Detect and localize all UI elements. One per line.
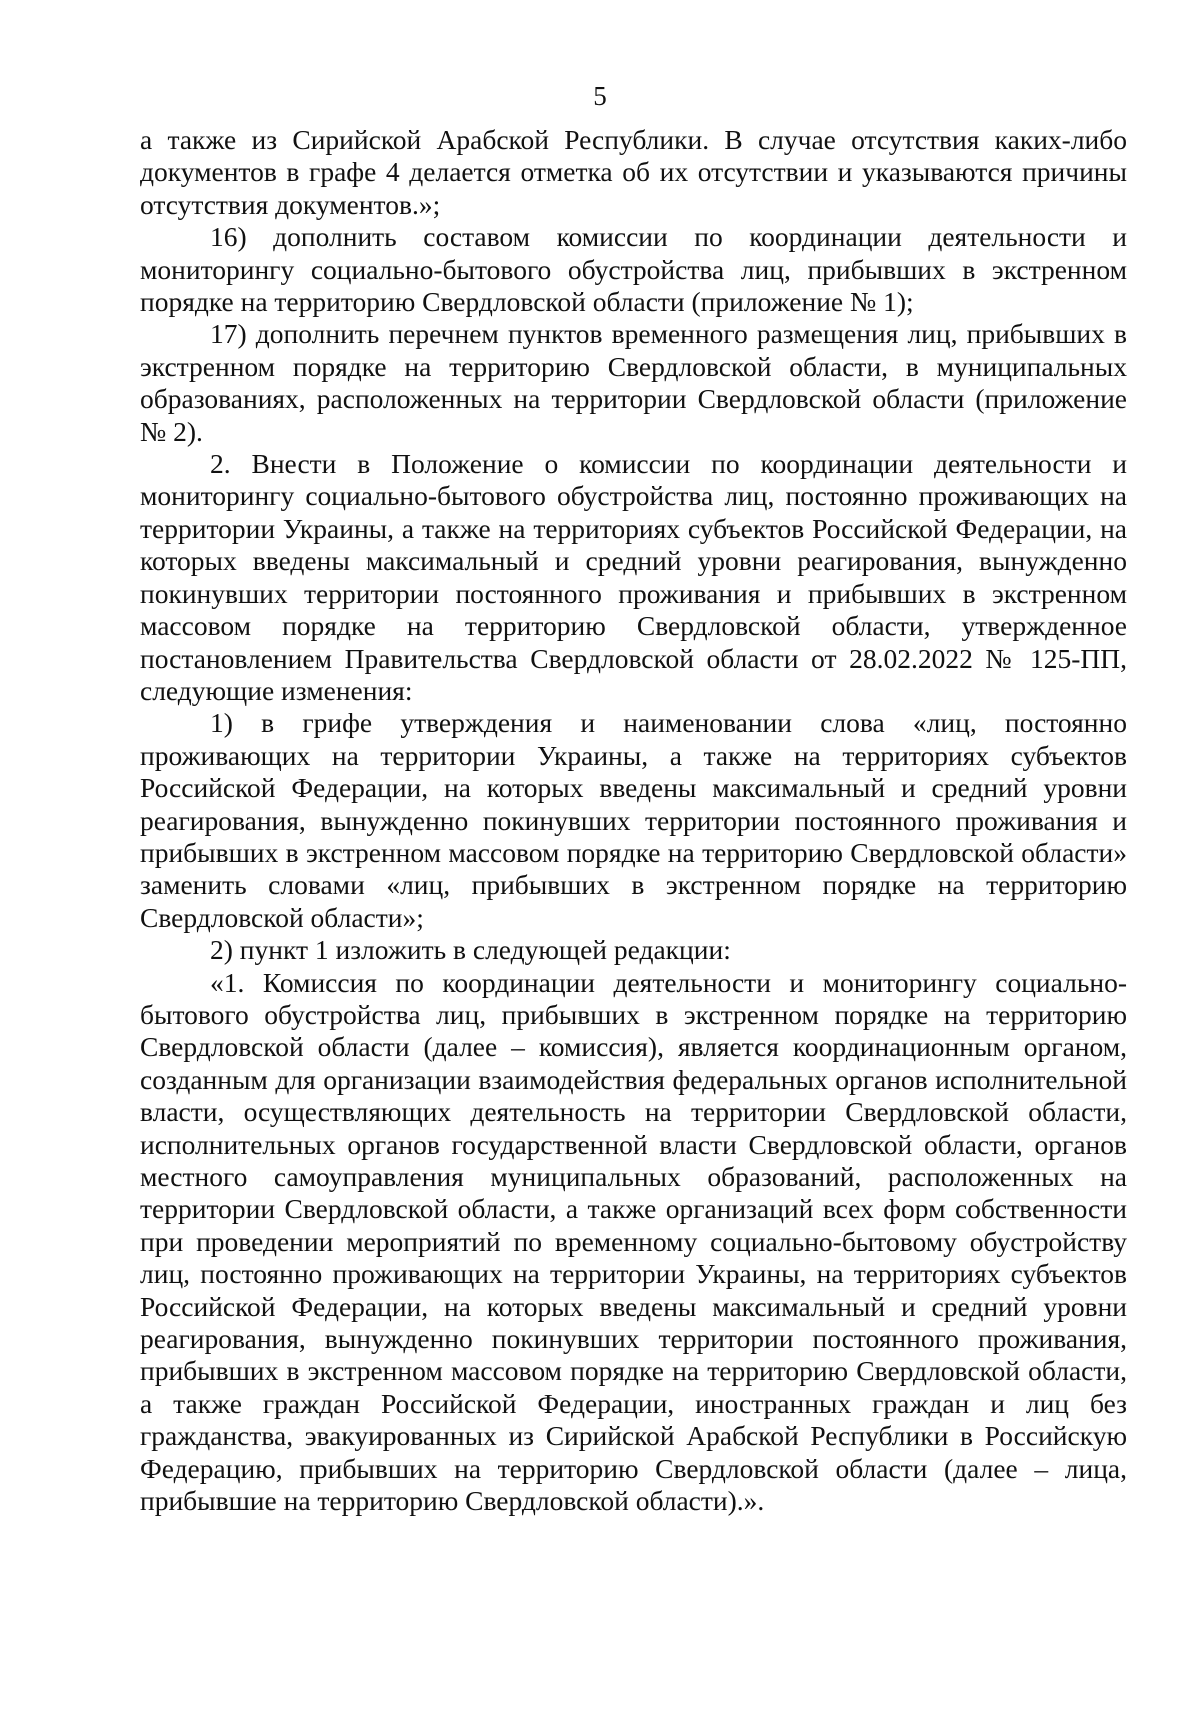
page-number: 5 <box>593 81 607 111</box>
paragraph-sub-2: 2) пункт 1 изложить в следующей редакции: <box>210 934 731 966</box>
paragraph-section-2: 2. Внести в Положение о комиссии по координации деятельности и мониторингу социально-бытового обустройства лиц, постоянно проживающих на территории Украины, а также на территориях субъектов Российской Федерации, на которых введены максимальный и средний уровни реагирования, вынужденно покинувших территории постоянного проживания и прибывших в экстренном массовом порядке на территорию Свердловской области, утвержденное постановлением Правительства Свердловской области от 28.02.2022 № 125-ПП, следующие изменения: <box>140 448 1127 706</box>
paragraph-item-16: 16) дополнить составом комиссии по координации деятельности и мониторингу социально-бытового обустройства лиц, прибывших в экстренном порядке на территорию Свердловской области (приложение № 1); <box>140 221 1127 318</box>
paragraph-quoted-point-1: «1. Комиссия по координации деятельности и мониторингу социально-бытового обустройства лиц, прибывших в экстренном порядке на территорию Свердловской области (далее – комиссия), является координационным органом, созданным для организации взаимодействия федеральных органов исполнительной власти, осуществляющих деятельность на территории Свердловской области, исполнительных органов государственной власти Свердловской области, органов местного самоуправления муниципальных образований, расположенных на территории Свердловской области, а также организаций всех форм собственности при проведении мероприятий по временному социально-бытовому обустройству лиц, постоянно проживающих на территории Украины, на территориях субъектов Российской Федерации, на которых введены максимальный и средний уровни реагирования, вынужденно покинувших территории постоянного проживания, прибывших в экстренном массовом порядке на территорию Свердловской области, а также граждан Российской Федерации, иностранных граждан и лиц без гражданства, эвакуированных из Сирийской Арабской Республики в Российскую Федерацию, прибывших на территорию Свердловской области (далее – лица, прибывшие на территорию Свердловской области).». <box>140 966 1127 1517</box>
paragraph-continuation: а также из Сирийской Арабской Республики. В случае отсутствия каких-либо документов в графе 4 делается отметка об их отсутствии и указываются причины отсутствия документов.»; <box>140 124 1127 220</box>
paragraph-sub-1: 1) в грифе утверждения и наименовании слова «лиц, постоянно проживающих на территории Украины, а также на территориях субъектов Российской Федерации, на которых введены максимальный и средний уровни реагирования, вынужденно покинувших территории постоянного проживания и прибывших в экстренном массовом порядке на территорию Свердловской области» заменить словами «лиц, прибывших в экстренном порядке на территорию Свердловской области»; <box>140 707 1127 933</box>
paragraph-item-17: 17) дополнить перечнем пунктов временного размещения лиц, прибывших в экстренном порядке на территорию Свердловской области, в муниципальных образованиях, расположенных на территории Свердловской области (приложение № 2). <box>140 318 1127 447</box>
document-body <box>140 124 1127 1517</box>
